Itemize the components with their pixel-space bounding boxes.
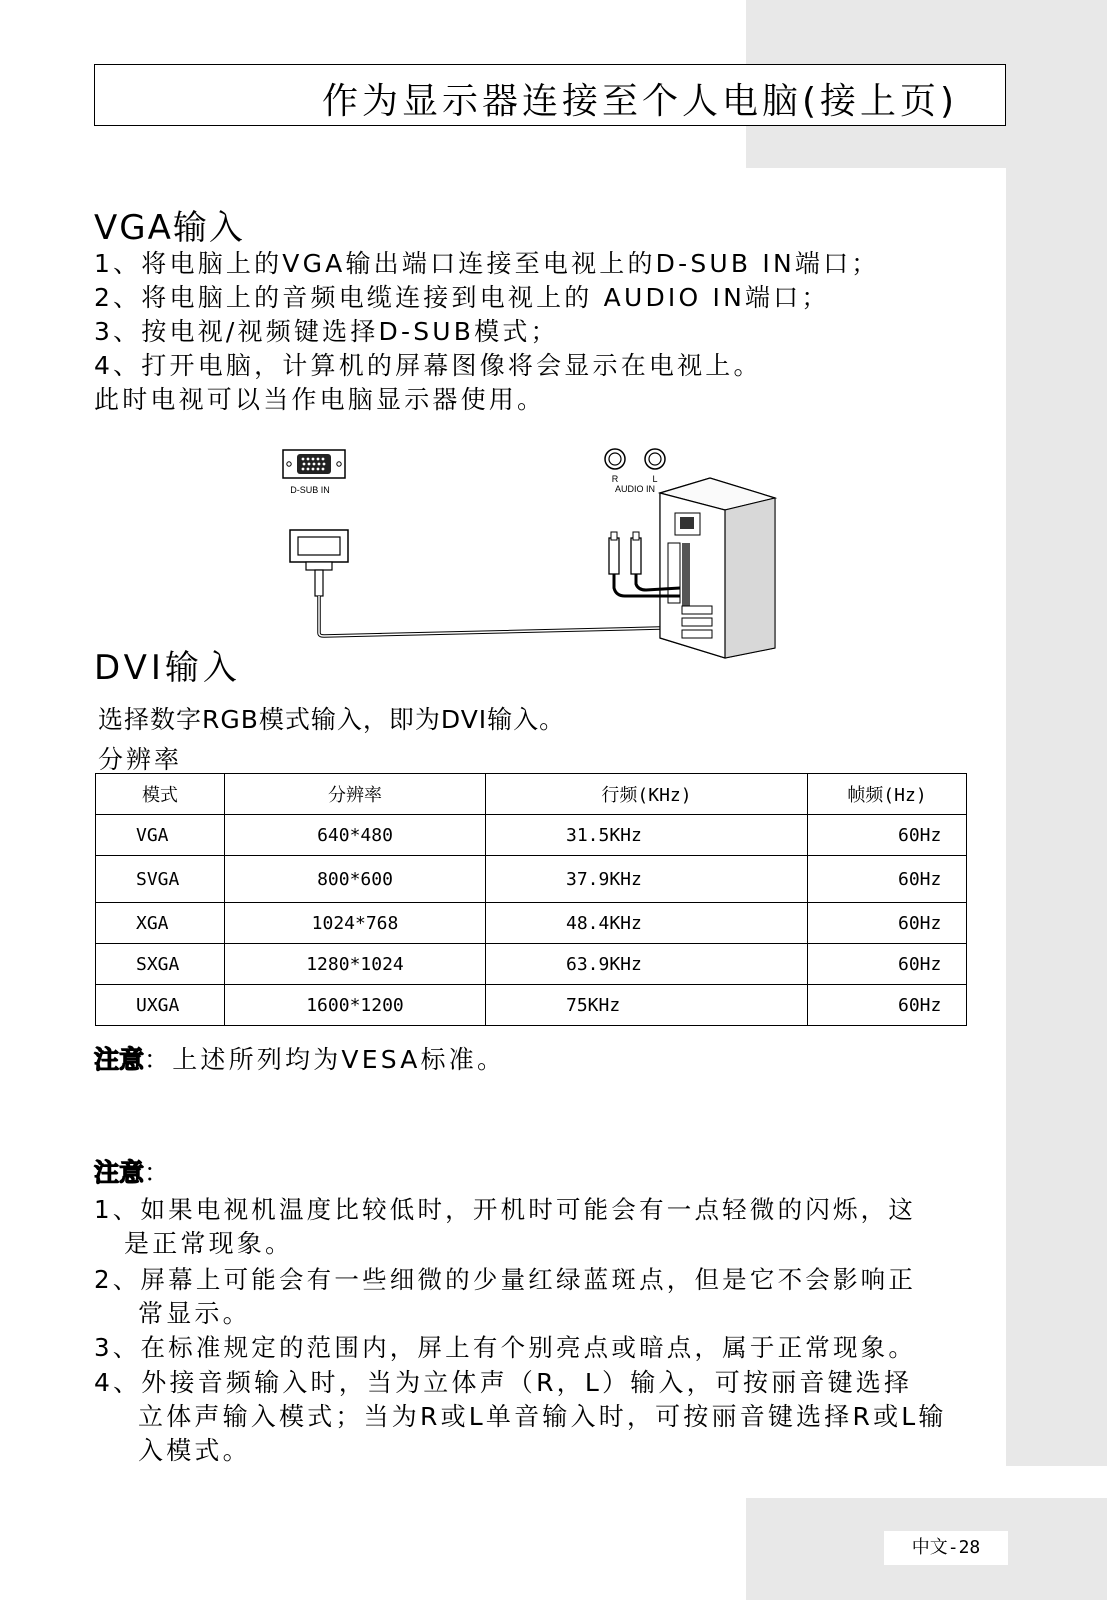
table-row xyxy=(96,856,967,903)
cell-hfreq: 75KHz xyxy=(486,985,808,1026)
header-resolution: 分辨率 xyxy=(225,774,486,815)
vga-step-2: 2、将电脑上的音频电缆连接到电视上的 AUDIO IN端口； xyxy=(94,283,830,312)
notes-colon: ： xyxy=(144,1158,173,1187)
dsub-port-icon xyxy=(283,450,345,478)
cell-hfreq: 63.9KHz xyxy=(486,944,808,985)
cell-vfreq: 60Hz xyxy=(808,944,967,985)
vga-heading: VGA输入 xyxy=(94,208,245,248)
header-mode: 模式 xyxy=(96,774,225,815)
note-4: 4、外接音频输入时，当为立体声（R，L）输入，可按丽音键选择 xyxy=(94,1368,913,1397)
table-row xyxy=(96,815,967,856)
cell-mode: UXGA xyxy=(96,985,225,1026)
table-header-row xyxy=(96,774,967,815)
vga-step-1: 1、将电脑上的VGA输出端口连接至电视上的D-SUB IN端口； xyxy=(94,249,880,278)
vga-cable xyxy=(319,596,660,636)
table-row xyxy=(96,944,967,985)
cell-resolution: 800*600 xyxy=(225,856,486,903)
cell-hfreq: 48.4KHz xyxy=(486,903,808,944)
header-hfreq: 行频(KHz) xyxy=(486,774,808,815)
note-2: 2、屏幕上可能会有一些细微的少量红绿蓝斑点，但是它不会影响正 xyxy=(94,1265,917,1294)
note-1-cont: 是正常现象。 xyxy=(124,1229,294,1258)
cell-hfreq: 37.9KHz xyxy=(486,856,808,903)
header-vfreq: 帧频(Hz) xyxy=(808,774,967,815)
cell-mode: VGA xyxy=(96,815,225,856)
note-3: 3、在标准规定的范围内，屏上有个别亮点或暗点，属于正常现象。 xyxy=(94,1333,917,1362)
page-title-box xyxy=(94,64,1006,126)
vga-plug-icon xyxy=(290,530,348,596)
resolution-caption: 分辨率 xyxy=(98,745,183,774)
cell-mode: XGA xyxy=(96,903,225,944)
dvi-description: 选择数字RGB模式输入，即为DVI输入。 xyxy=(98,705,566,734)
cell-hfreq: 31.5KHz xyxy=(486,815,808,856)
cell-vfreq: 60Hz xyxy=(808,815,967,856)
pc-tower-icon xyxy=(660,478,775,658)
cell-resolution: 1024*768 xyxy=(225,903,486,944)
note-1: 1、如果电视机温度比较低时，开机时可能会有一点轻微的闪烁，这 xyxy=(94,1195,917,1224)
note-label: 注意 xyxy=(94,1045,145,1074)
table-row xyxy=(96,903,967,944)
vga-step-3: 3、按电视/视频键选择D-SUB模式； xyxy=(94,317,559,346)
page-title: 作为显示器连接至个人电脑(接上页) xyxy=(321,81,959,122)
cell-vfreq: 60Hz xyxy=(808,856,967,903)
notes-label: 注意 xyxy=(94,1158,145,1187)
notes-heading xyxy=(94,1156,172,1190)
cell-resolution: 640*480 xyxy=(225,815,486,856)
audio-r-label: R xyxy=(611,474,619,484)
vesa-note xyxy=(94,1043,505,1077)
resolution-table xyxy=(95,773,967,1026)
cell-mode: SVGA xyxy=(96,856,225,903)
note-2-cont: 常显示。 xyxy=(138,1299,251,1328)
note-4-cont-2: 入模式。 xyxy=(138,1436,251,1465)
vga-step-5: 此时电视可以当作电脑显示器使用。 xyxy=(94,385,546,414)
note-4-cont-1: 立体声输入模式；当为R或L单音输入时，可按丽音键选择R或L输 xyxy=(138,1402,947,1431)
cell-resolution: 1600*1200 xyxy=(225,985,486,1026)
vesa-note-text: ：上述所列均为VESA标准。 xyxy=(144,1045,506,1074)
audio-l-label: L xyxy=(652,474,658,484)
audio-in-label: AUDIO IN xyxy=(614,484,656,494)
table-row xyxy=(96,985,967,1026)
dsub-label: D-SUB IN xyxy=(290,485,330,495)
audio-jacks-icon xyxy=(605,449,665,469)
page-number: 中文-28 xyxy=(884,1531,1008,1565)
side-band-right xyxy=(1006,168,1107,1466)
vga-step-4: 4、打开电脑，计算机的屏幕图像将会显示在电视上。 xyxy=(94,351,762,380)
connection-diagram xyxy=(280,448,800,673)
cell-resolution: 1280*1024 xyxy=(225,944,486,985)
dvi-heading: DVI输入 xyxy=(94,648,241,688)
cell-mode: SXGA xyxy=(96,944,225,985)
cell-vfreq: 60Hz xyxy=(808,903,967,944)
cell-vfreq: 60Hz xyxy=(808,985,967,1026)
